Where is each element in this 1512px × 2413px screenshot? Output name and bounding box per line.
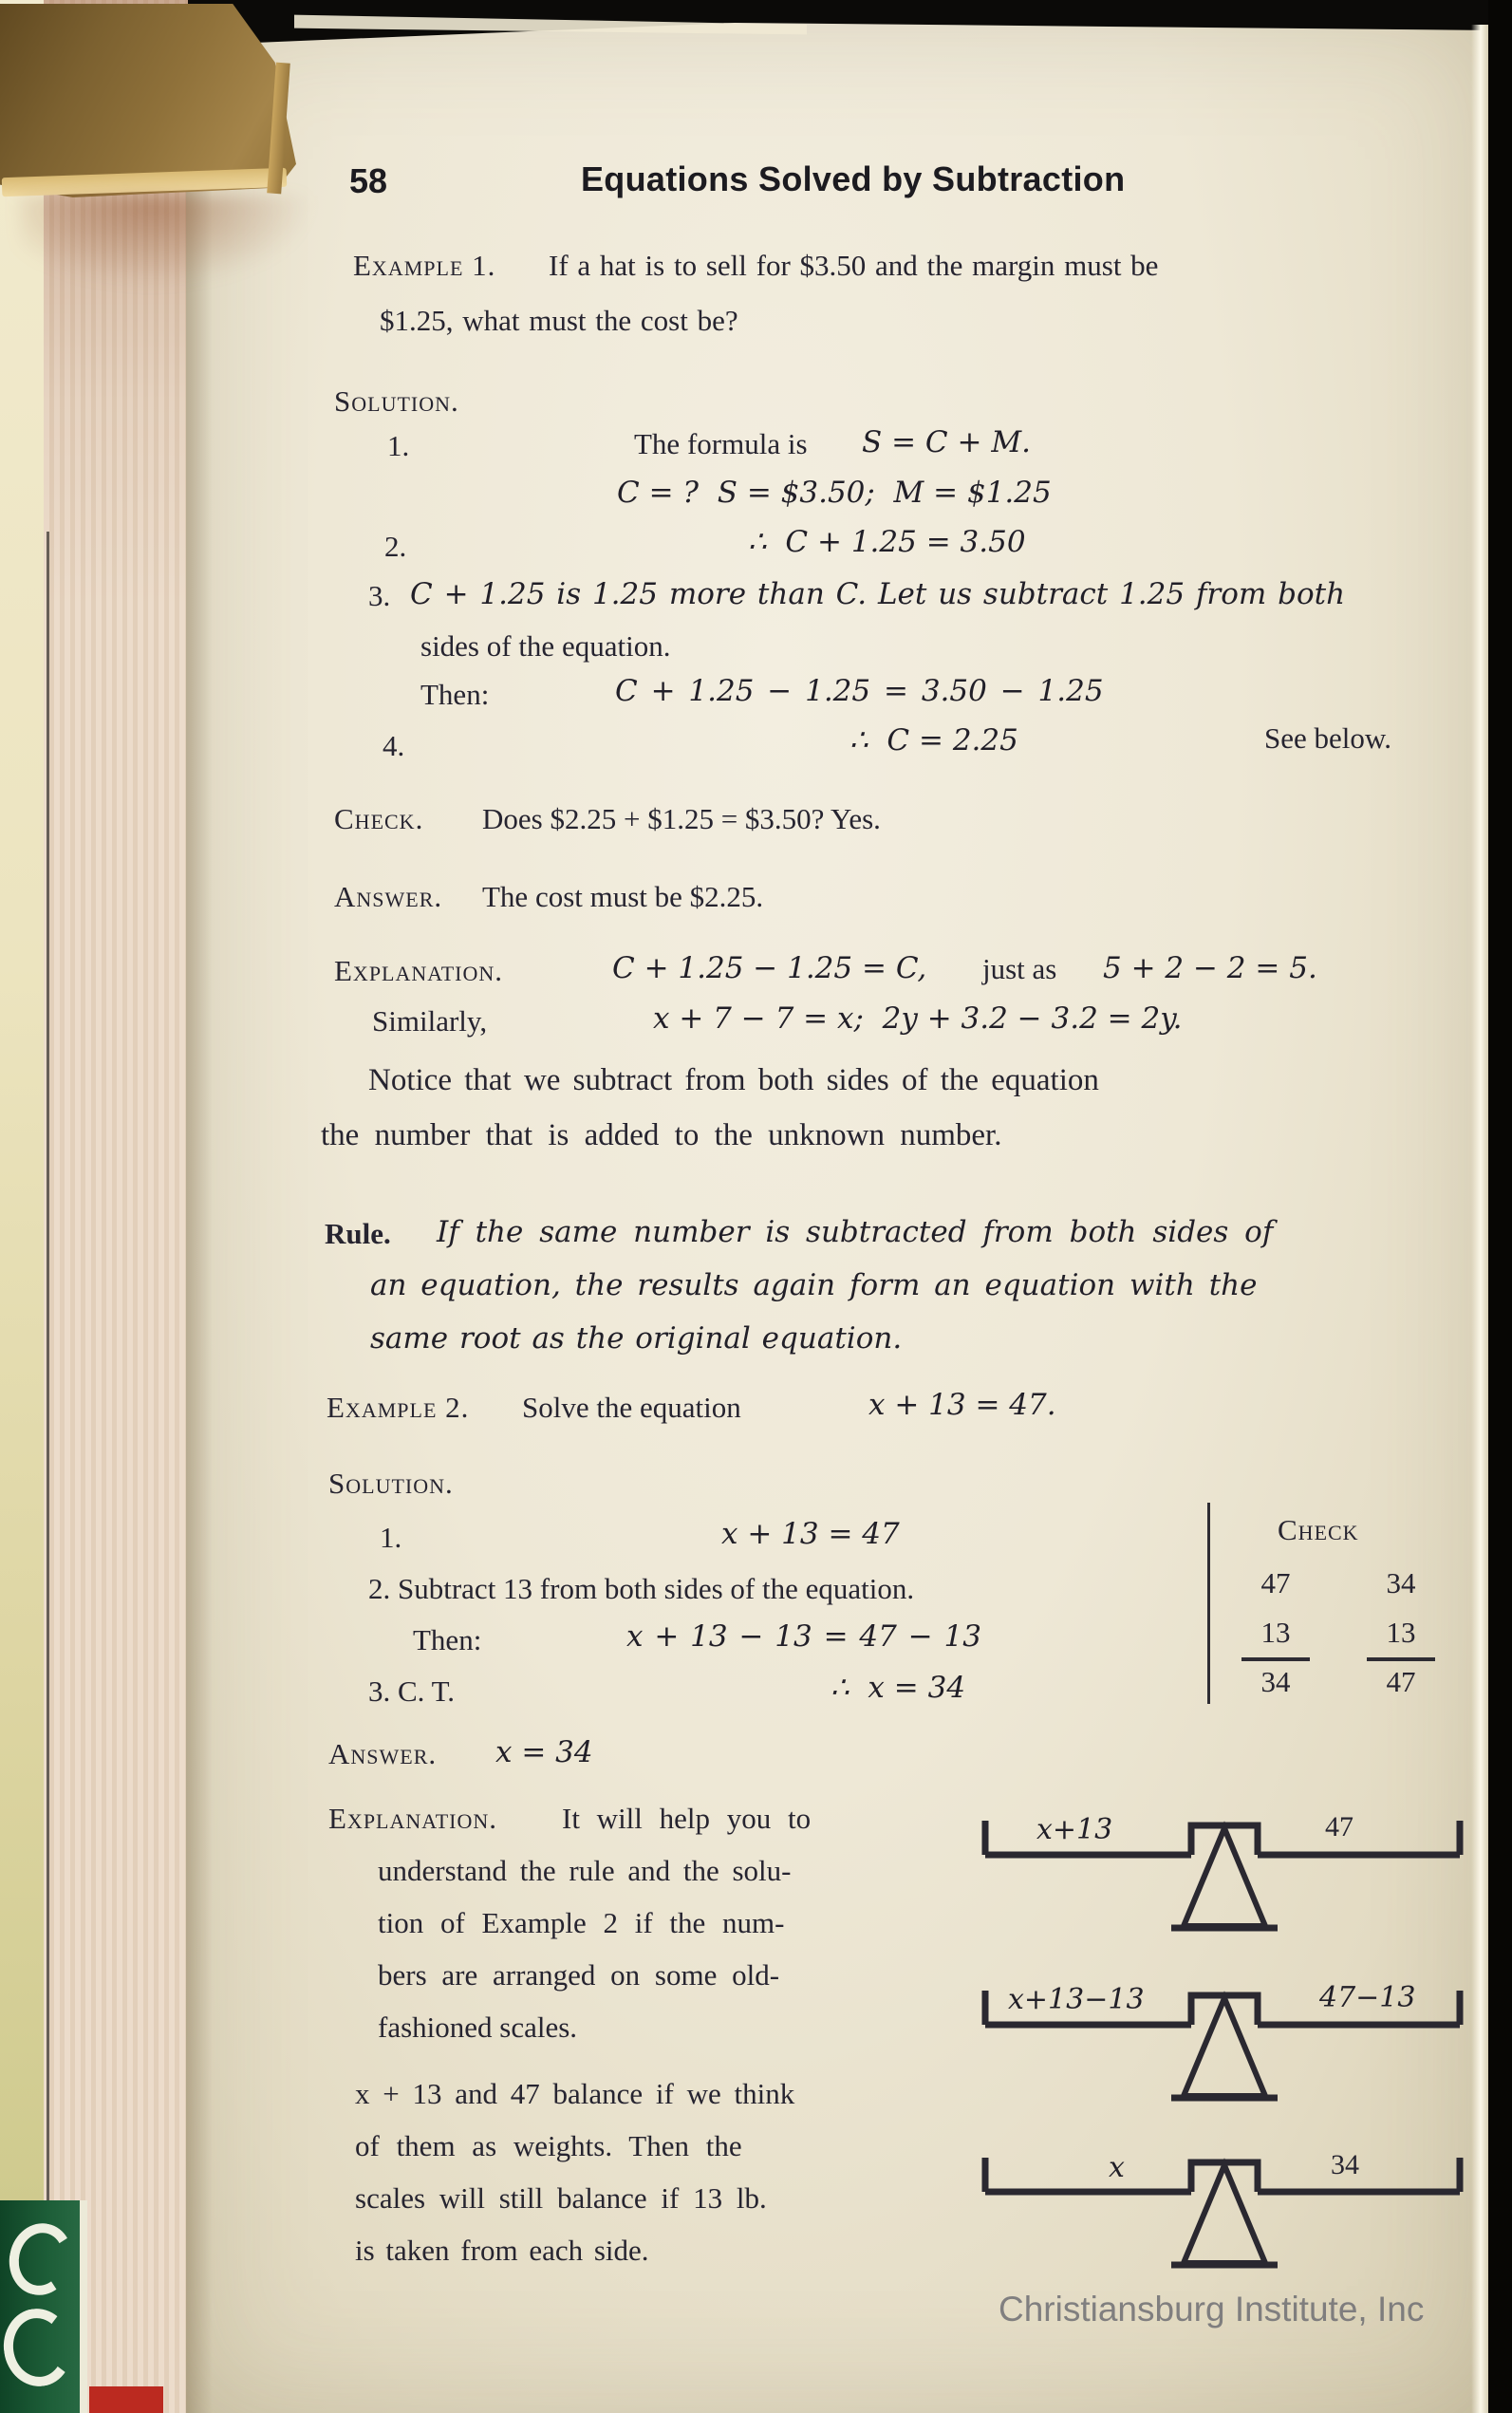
ex1-explanation-label: Explanation. (334, 954, 504, 987)
ex2-then-equation: x + 13 − 13 = 47 − 13 (626, 1619, 981, 1654)
notice-line2: the number that is added to the unknown number. (321, 1118, 1002, 1152)
ex1-step1-equation: S = C + M. (862, 425, 1031, 459)
ex1-step1-given: C = ? S = $3.50; M = $1.25 (617, 476, 1052, 510)
rule-line1: If the same number is subtracted from both sides of (437, 1215, 1274, 1249)
ex2-explanation-line: tion of Example 2 if the num- (378, 1906, 785, 1939)
page-fore-edge (44, 0, 188, 2413)
ex2-step3-text: 3. C. T. (368, 1674, 456, 1708)
ex2-explanation-line: bers are arranged on some old- (378, 1958, 780, 1992)
ex1-step4-equation: ∴ C = 2.25 (849, 723, 1018, 758)
example2-problem-text: Solve the equation (522, 1391, 741, 1424)
check-col2-underline (1367, 1657, 1435, 1661)
scale3-right-label: 34 (1331, 2149, 1359, 2180)
notice-line1: Notice that we subtract from both sides of the equation (368, 1063, 1099, 1097)
example2-label: Example 2. (327, 1391, 470, 1424)
ex2-para2-line: of them as weights. Then the (355, 2129, 742, 2162)
ex2-explanation-line1: It will help you to (562, 1802, 812, 1835)
red-book-strip (89, 2386, 163, 2413)
green-spine-edge (80, 2200, 87, 2413)
ex2-para2-line: x + 13 and 47 balance if we think (355, 2077, 795, 2110)
rule-label: Rule. (325, 1217, 391, 1250)
gold-corner-shadow (19, 196, 313, 287)
ex1-explanation-eq2: 5 + 2 − 2 = 5. (1103, 951, 1317, 985)
page-right-edge (1471, 25, 1488, 2413)
check-col2-value: 34 (1386, 1566, 1416, 1599)
check-divider-rule (1207, 1503, 1210, 1704)
ex1-step4-number: 4. (383, 729, 405, 762)
ex1-step3-number: 3. (368, 579, 391, 612)
ex1-explanation-connector: just as (982, 952, 1057, 985)
ex1-explanation-eq1: C + 1.25 − 1.25 = C, (612, 951, 927, 985)
fore-edge-shadow-line (47, 532, 49, 2413)
example1-solution-label: Solution. (334, 384, 459, 418)
ex2-then-label: Then: (413, 1623, 482, 1656)
scale1-right-label: 47 (1325, 1811, 1353, 1842)
example1-problem-line2: $1.25, what must the cost be? (380, 304, 738, 337)
ex2-explanation-line: fashioned scales. (378, 2011, 578, 2044)
ex2-step2-text: 2. Subtract 13 from both sides of the equation. (368, 1572, 915, 1605)
example2-solution-label: Solution. (328, 1467, 454, 1500)
check-title: Check (1278, 1513, 1359, 1546)
ex2-para2-line: is taken from each side. (355, 2234, 649, 2267)
check-col2-value: 13 (1386, 1616, 1416, 1649)
ex1-similarly-label: Similarly, (372, 1004, 488, 1038)
ex2-step1-number: 1. (380, 1521, 402, 1554)
example2-problem-eq: x + 13 = 47. (868, 1388, 1056, 1422)
ex2-para2-line: scales will still balance if 13 lb. (355, 2181, 767, 2215)
page-gutter-shadow (186, 19, 213, 2413)
scale2-left-label: x+13−13 (1008, 1983, 1145, 2016)
balance-scale-2 (976, 1970, 1469, 2103)
running-title: Equations Solved by Subtraction (581, 159, 1126, 198)
balance-scale-3 (976, 2137, 1469, 2270)
rule-line3: same root as the original equation. (370, 1321, 903, 1356)
ex1-answer-label: Answer. (334, 880, 443, 913)
ex1-then-label: Then: (420, 678, 490, 711)
example1-label: Example 1. (353, 249, 496, 282)
check-col1-value: 47 (1260, 1566, 1291, 1599)
check-col1-value: 13 (1260, 1616, 1291, 1649)
example1-problem-line1: If a hat is to sell for $3.50 and the margin must be (549, 249, 1159, 282)
ex2-explanation-label: Explanation. (328, 1802, 498, 1835)
rule-line2: an equation, the results again form an equation with the (370, 1268, 1258, 1302)
ex2-step3-equation: ∴ x = 34 (831, 1671, 966, 1705)
ex1-then-equation: C + 1.25 − 1.25 = 3.50 − 1.25 (615, 674, 1104, 708)
ex1-step3-line2: sides of the equation. (420, 629, 671, 663)
ex1-check-label: Check. (334, 802, 424, 835)
check-col1-result: 34 (1260, 1665, 1291, 1698)
ex1-answer-text: The cost must be $2.25. (482, 880, 764, 913)
ex2-explanation-line: understand the rule and the solu- (378, 1854, 792, 1887)
ex1-step2-equation: ∴ C + 1.25 = 3.50 (748, 525, 1026, 559)
check-col2-result: 47 (1386, 1665, 1416, 1698)
scale1-left-label: x+13 (1036, 1813, 1113, 1846)
ex2-answer-equation: x = 34 (495, 1735, 593, 1769)
ex1-step1-text: The formula is (634, 427, 808, 460)
ex1-step1-number: 1. (387, 429, 410, 462)
scale2-right-label: 47−13 (1319, 1981, 1416, 2014)
background-right (1488, 0, 1512, 2413)
balance-scale-1 (976, 1800, 1469, 1933)
ex1-see-below: See below. (1264, 721, 1392, 755)
book-cover-edge (0, 0, 44, 2413)
check-col1-underline (1241, 1657, 1310, 1661)
scale3-left-label: x (1109, 2151, 1125, 2184)
ex1-similarly-eq: x + 7 − 7 = x; 2y + 3.2 − 3.2 = 2y. (653, 1001, 1183, 1036)
watermark: Christiansburg Institute, Inc (999, 2290, 1425, 2329)
ex1-step2-number: 2. (384, 530, 407, 563)
ex2-answer-label: Answer. (328, 1737, 438, 1770)
ex2-step1-equation: x + 13 = 47 (721, 1517, 900, 1551)
ex1-step3-line1: C + 1.25 is 1.25 more than C. Let us subtract 1.25 from both (410, 577, 1346, 611)
page-number: 58 (349, 161, 388, 200)
ex1-check-text: Does $2.25 + $1.25 = $3.50? Yes. (482, 802, 881, 835)
